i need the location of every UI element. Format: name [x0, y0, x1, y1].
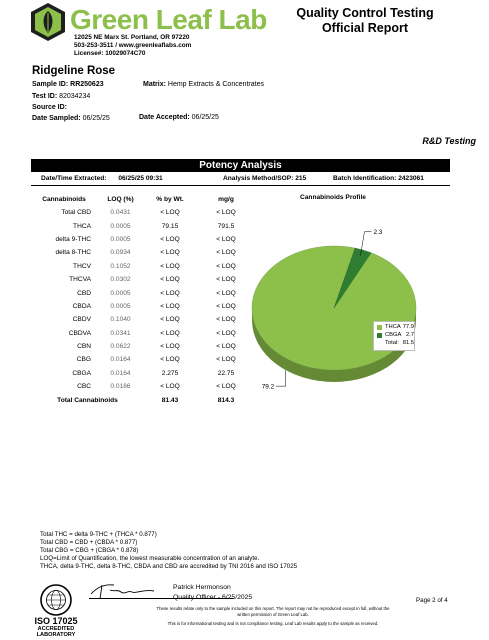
report-title-line2: Official Report	[321, 21, 409, 35]
date-accepted-value: 06/25/25	[191, 114, 219, 121]
officer-name: Patrick Hermonson	[173, 584, 231, 591]
loq-value: 0.0005	[110, 222, 131, 230]
pct-value: < LOQ	[160, 209, 180, 217]
cannabinoid-name: CBD	[77, 289, 91, 297]
potency-banner: Potency Analysis	[31, 159, 450, 172]
legend-swatch	[377, 325, 382, 330]
table-row	[31, 353, 256, 366]
seal-standard: ISO 17025	[34, 616, 78, 626]
source-id-label: Source ID:	[32, 104, 68, 111]
table-row	[31, 273, 256, 286]
table-row	[31, 219, 256, 232]
cannabinoid-name: THCVA	[69, 276, 91, 284]
mg-value: < LOQ	[216, 289, 236, 297]
loq-value: 0.0341	[110, 329, 131, 337]
pct-value: < LOQ	[160, 343, 180, 351]
pct-value: < LOQ	[160, 276, 180, 284]
source-id-field	[32, 104, 67, 111]
page-number: Page 2 of 4	[416, 597, 448, 604]
table-row	[31, 300, 256, 313]
mg-value: < LOQ	[216, 343, 236, 351]
loq-value: 0.0302	[110, 276, 131, 284]
matrix-field	[143, 81, 264, 88]
table-header-row	[31, 192, 256, 206]
table-row	[31, 286, 256, 299]
batch-field	[333, 175, 424, 182]
cannabinoid-name: CBC	[77, 383, 91, 391]
mg-value: < LOQ	[216, 316, 236, 324]
table-row	[31, 367, 256, 380]
logo-hex-icon	[28, 2, 68, 42]
pct-value: < LOQ	[160, 262, 180, 270]
column-header-cannabinoids: Cannabinoids	[42, 195, 86, 203]
cannabinoids-pie-chart	[228, 216, 443, 406]
pct-value: < LOQ	[160, 316, 180, 324]
chart-legend	[373, 321, 415, 351]
extracted-value: 06/25/25 09:31	[118, 175, 163, 182]
column-header-pct: % by Wt.	[156, 195, 184, 203]
date-sampled-field	[32, 115, 110, 122]
column-header-loq: LOQ (%)	[107, 195, 134, 203]
legend-value: 77.9	[402, 324, 414, 330]
potency-table	[31, 192, 256, 407]
sample-id-field	[32, 81, 104, 88]
legend-label: CBGA	[385, 332, 402, 338]
mg-value: < LOQ	[216, 276, 236, 284]
legend-total	[374, 339, 414, 347]
leader-line	[276, 370, 286, 386]
cannabinoid-name: CBDVA	[68, 329, 91, 337]
note-line: THCA, delta 9-THC, delta 8-THC, CBDA and CBD are accredited by TNI 2016 and ISO 17025	[40, 563, 298, 571]
total-row	[31, 393, 256, 406]
pct-value: < LOQ	[160, 249, 180, 257]
date-sampled-label: Date Sampled:	[32, 115, 81, 122]
chart-title: Cannabinoids Profile	[300, 194, 366, 201]
note-line: Total CBG = CBG + (CBGA * 0.878)	[40, 547, 139, 555]
matrix-label: Matrix:	[143, 81, 166, 88]
loq-value: 0.1040	[110, 316, 131, 324]
test-id-label: Test ID:	[32, 93, 58, 100]
test-id-value: 82034234	[59, 93, 91, 100]
pct-value: < LOQ	[160, 302, 180, 310]
seal-laboratory: LABORATORY	[36, 632, 76, 638]
loq-value: 0.0622	[110, 343, 131, 351]
mg-value: < LOQ	[216, 356, 236, 364]
cannabinoid-name: THCA	[73, 222, 91, 230]
total-pct: 81.43	[161, 396, 179, 404]
test-id-field	[32, 93, 90, 100]
pct-value: < LOQ	[160, 289, 180, 297]
loq-value: 0.0186	[110, 383, 131, 391]
seal-text	[30, 617, 82, 638]
batch-label: Batch Identification:	[333, 175, 397, 182]
seal-accredited: ACCREDITED	[37, 626, 75, 632]
cannabinoid-name: CBN	[77, 343, 91, 351]
legend-value: 2.7	[405, 332, 414, 338]
table-row	[31, 380, 256, 393]
method-label: Analysis Method/SOP:	[223, 175, 294, 182]
extracted-label: Date/Time Extracted:	[41, 175, 107, 182]
extracted-field	[41, 175, 163, 182]
legend-total-label: Total:	[385, 340, 399, 346]
mg-value: 22.75	[217, 369, 235, 377]
table-row	[31, 260, 256, 273]
method-field	[223, 175, 306, 182]
mg-value: < LOQ	[216, 235, 236, 243]
disclaimer-line: written permission of Green Leaf Lab.	[237, 612, 309, 617]
matrix-value: Hemp Extracts & Concentrates	[167, 81, 264, 88]
calculation-notes	[40, 531, 297, 571]
mg-value: 791.5	[217, 222, 235, 230]
license-line: License#: 10029074C70	[74, 50, 146, 57]
legend-label: THCA	[385, 324, 401, 330]
loq-value: 0.0005	[110, 235, 131, 243]
mg-value: < LOQ	[216, 383, 236, 391]
mg-value: < LOQ	[216, 302, 236, 310]
address-line: 12025 NE Marx St. Portland, OR 97220	[74, 34, 190, 41]
disclaimer-line: This is for informational testing and is not compliance testing. Leaf Lab results apply to the sample as received.	[167, 621, 379, 626]
pct-value: < LOQ	[160, 356, 180, 364]
cannabinoid-name: CBDA	[72, 302, 91, 310]
officer-role: Quality Officer - 6/25/2025	[173, 594, 253, 601]
table-row	[31, 246, 256, 259]
divider	[31, 185, 450, 186]
sample-id-value: RR250623	[70, 81, 104, 88]
loq-value: 0.1052	[110, 262, 131, 270]
report-title-line1: Quality Control Testing	[296, 6, 434, 20]
data-label: 2.3	[373, 228, 383, 236]
cannabinoid-name: CBDV	[72, 316, 91, 324]
pct-value: < LOQ	[160, 383, 180, 391]
batch-value: 2423061	[398, 175, 424, 182]
pct-value: 2.275	[161, 369, 179, 377]
loq-value: 0.0164	[110, 369, 131, 377]
loq-value: 0.0005	[110, 302, 131, 310]
pct-value: < LOQ	[160, 235, 180, 243]
total-name: Total Cannabinoids	[57, 396, 118, 404]
loq-value: 0.0934	[110, 249, 131, 257]
table-row	[31, 327, 256, 340]
mg-value: < LOQ	[216, 249, 236, 257]
mg-value: < LOQ	[216, 329, 236, 337]
note-line: LOQ=Limit of Quantification, the lowest measurable concentration of an analyte.	[40, 555, 260, 563]
cannabinoid-name: delta 8-THC	[55, 249, 91, 257]
cannabinoid-name: THCV	[73, 262, 91, 270]
cannabinoid-name: CBG	[76, 356, 91, 364]
sample-id-label: Sample ID:	[32, 81, 69, 88]
table-row	[31, 313, 256, 326]
loq-value: 0.0005	[110, 289, 131, 297]
method-value: 215	[295, 175, 307, 182]
note-line: Total THC = delta 9-THC + (THCA * 0.877)	[40, 531, 157, 538]
legend-item-thca	[374, 323, 414, 331]
table-row	[31, 206, 256, 219]
note-line: Total CBD = CBD + (CBDA * 0.877)	[40, 539, 138, 547]
table-row	[31, 233, 256, 246]
cannabinoid-name: CBGA	[72, 369, 91, 377]
disclaimer-line: These results relate only to the sample included on this report. The report may not be reproduced except in full, without the	[156, 606, 390, 611]
total-mg: 814.3	[217, 396, 235, 404]
legend-item-cbga	[374, 331, 414, 339]
mg-value: < LOQ	[216, 209, 236, 217]
contact-line: 503-253-3511 / www.greenleaflabs.com	[74, 42, 192, 49]
date-sampled-value: 06/25/25	[82, 115, 110, 122]
legend-swatch	[377, 333, 382, 338]
brand-name: Green Leaf Lab	[70, 4, 267, 35]
pct-value: < LOQ	[160, 329, 180, 337]
pct-value: 79.15	[161, 222, 179, 230]
cannabinoid-name: delta 9-THC	[55, 235, 91, 243]
data-label: 79.2	[261, 383, 275, 391]
report-title	[290, 6, 440, 36]
rd-testing-label: R&D Testing	[422, 136, 476, 146]
loq-value: 0.0164	[110, 356, 131, 364]
table-row	[31, 340, 256, 353]
loq-value: 0.0431	[110, 209, 131, 217]
column-header-mg: mg/g	[218, 195, 234, 203]
legend-total-value: 81.5	[402, 340, 414, 346]
date-accepted-field	[139, 114, 219, 121]
date-accepted-label: Date Accepted:	[139, 114, 190, 121]
mg-value: < LOQ	[216, 262, 236, 270]
client-name: Ridgeline Rose	[32, 65, 116, 77]
cannabinoid-name: Total CBD	[61, 209, 91, 217]
